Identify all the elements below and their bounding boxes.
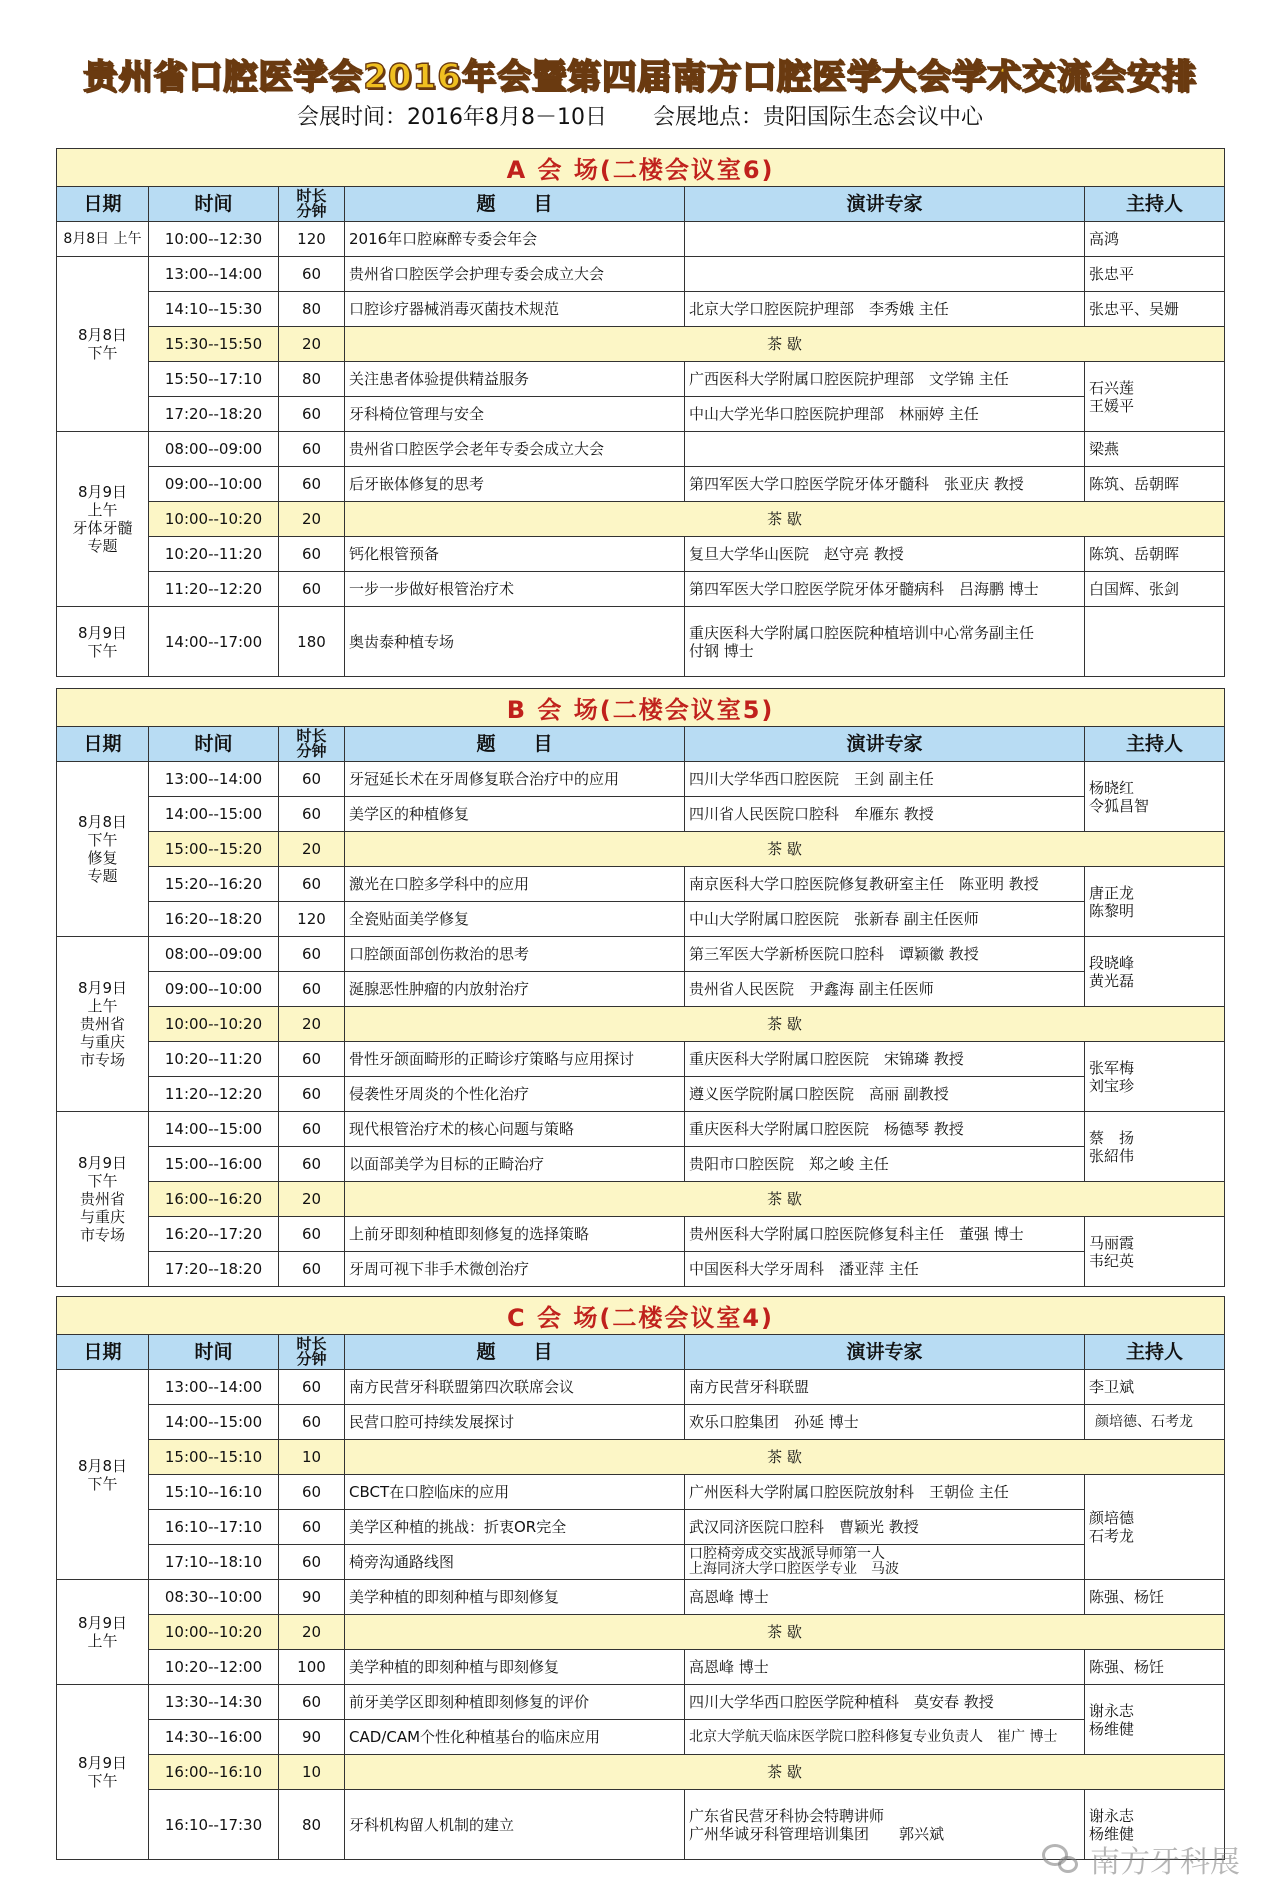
date-cell: 8月9日 下午	[57, 1685, 149, 1860]
break-row: 16:00--16:10 10 茶 歇	[57, 1755, 1225, 1790]
table-row: 10:20--11:20 60 钙化根管预备 复旦大学华山医院 赵守亮 教授 陈筑、岳朝晖	[57, 537, 1225, 572]
tea-break: 茶 歇	[345, 1182, 1225, 1217]
tea-break: 茶 歇	[345, 832, 1225, 867]
table-row: 16:10--17:10 60 美学区种植的挑战：折衷OR完全 武汉同济医院口腔科 曹颖光 教授	[57, 1510, 1225, 1545]
table-row: 17:20--18:20 60 牙科椅位管理与安全 中山大学光华口腔医院护理部 林丽婷 主任	[57, 397, 1225, 432]
table-row: 16:20--17:20 60 上前牙即刻种植即刻修复的选择策略 贵州医科大学附属口腔医院修复科主任 董强 博士 马丽霞 韦纪英	[57, 1217, 1225, 1252]
table-row: 8月9日 上午 贵州省 与重庆 市专场 08:00--09:00 60 口腔颌面部创伤救治的思考 第三军医大学新桥医院口腔科 谭颖徽 教授 段晓峰 黄光磊	[57, 937, 1225, 972]
table-row: 8月8日 下午 修复 专题 13:00--14:00 60 牙冠延长术在牙周修复联合治疗中的应用 四川大学华西口腔医院 王剑 副主任 杨晓红 令狐昌智	[57, 762, 1225, 797]
table-row: 8月8日 下午 13:00--14:00 60 贵州省口腔医学会护理专委会成立大会 张忠平	[57, 257, 1225, 292]
break-row: 15:00--15:20 20 茶 歇	[57, 832, 1225, 867]
tea-break: 茶 歇	[345, 327, 1225, 362]
table-row: 10:20--11:20 60 骨性牙颌面畸形的正畸诊疗策略与应用探讨 重庆医科大学附属口腔医院 宋锦璘 教授 张军梅 刘宝珍	[57, 1042, 1225, 1077]
break-row: 10:00--10:20 20 茶 歇	[57, 1007, 1225, 1042]
date-cell: 8月9日 下午	[57, 607, 149, 677]
tea-break: 茶 歇	[345, 1615, 1225, 1650]
table-row: 8月8日 下午 13:00--14:00 60 南方民营牙科联盟第四次联席会议 南方民营牙科联盟 李卫斌	[57, 1370, 1225, 1405]
table-row: 8月9日 下午 13:30--14:30 60 前牙美学区即刻种植即刻修复的评价 四川大学华西口腔医学院种植科 莫安春 教授 谢永志 杨维健	[57, 1685, 1225, 1720]
venue-a-title: A 会 场(二楼会议室6)	[57, 149, 1225, 187]
venue-c-table	[56, 1296, 1225, 1860]
venue-b-table	[56, 688, 1225, 1287]
tea-break: 茶 歇	[345, 502, 1225, 537]
table-row: 14:30--16:00 90 CAD/CAM个性化种植基台的临床应用 北京大学航天临床医学院口腔科修复专业负责人 崔广 博士	[57, 1720, 1225, 1755]
date-cell: 8月9日 上午 贵州省 与重庆 市专场	[57, 937, 149, 1112]
header-date: 日期	[57, 187, 149, 222]
table-row: 15:10--16:10 60 CBCT在口腔临床的应用 广州医科大学附属口腔医院放射科 王朝俭 主任 颜培德 石考龙	[57, 1475, 1225, 1510]
event-place: 会展地点：贵阳国际生态会议中心	[652, 105, 983, 130]
table-row: 16:20--18:20 120 全瓷贴面美学修复 中山大学附属口腔医院 张新春 副主任医师	[57, 902, 1225, 937]
header-host: 主持人	[1085, 187, 1225, 222]
break-row: 10:00--10:20 20 茶 歇	[57, 1615, 1225, 1650]
table-row: 8月9日 下午 贵州省 与重庆 市专场 14:00--15:00 60 现代根管治疗术的核心问题与策略 重庆医科大学附属口腔医院 杨德琴 教授 蔡 扬 张紹伟	[57, 1112, 1225, 1147]
watermark	[1042, 1837, 1240, 1881]
page-subtitle	[0, 103, 1280, 143]
table-row: 17:20--18:20 60 牙周可视下非手术微创治疗 中国医科大学牙周科 潘亚萍 主任	[57, 1252, 1225, 1287]
header-time: 时间	[149, 187, 279, 222]
date-cell: 8月8日 上午	[57, 222, 149, 257]
venue-c-title: C 会 场(二楼会议室4)	[57, 1297, 1225, 1335]
header-duration: 时长 分钟	[279, 187, 345, 222]
date-cell: 8月8日 下午	[57, 257, 149, 432]
table-row: 09:00--10:00 60 后牙嵌体修复的思考 第四军医大学口腔医学院牙体牙髓科 张亚庆 教授 陈筑、岳朝晖	[57, 467, 1225, 502]
table-row: 09:00--10:00 60 涎腺恶性肿瘤的内放射治疗 贵州省人民医院 尹鑫海 副主任医师	[57, 972, 1225, 1007]
table-row: 8月9日 上午 牙体牙髓 专题 08:00--09:00 60 贵州省口腔医学会老年专委会成立大会 梁燕	[57, 432, 1225, 467]
header-row: 日期 时间 时长 分钟 题 目 演讲专家 主持人	[57, 727, 1225, 762]
date-cell: 8月8日 下午 修复 专题	[57, 762, 149, 937]
tea-break: 茶 歇	[345, 1007, 1225, 1042]
event-time: 会展时间：2016年8月8－10日	[297, 105, 607, 130]
watermark-text: 南方牙科展	[1090, 1845, 1240, 1880]
table-row: 16:10--17:30 80 牙科机构留人机制的建立 广东省民营牙科协会特聘讲师 广州华诚牙科管理培训集团 郭兴斌 谢永志 杨维健	[57, 1790, 1225, 1860]
break-row: 10:00--10:20 20 茶 歇	[57, 502, 1225, 537]
date-cell: 8月9日 上午 牙体牙髓 专题	[57, 432, 149, 607]
table-row: 14:00--15:00 60 美学区的种植修复 四川省人民医院口腔科 牟雁东 教授	[57, 797, 1225, 832]
table-row: 11:20--12:20 60 一步一步做好根管治疗术 第四军医大学口腔医学院牙体牙髓病科 吕海鹏 博士 白国辉、张剑	[57, 572, 1225, 607]
table-row: 14:00--15:00 60 民营口腔可持续发展探讨 欢乐口腔集团 孙延 博士 颜培德、石考龙	[57, 1405, 1225, 1440]
header-row	[57, 187, 1225, 222]
break-row: 16:00--16:20 20 茶 歇	[57, 1182, 1225, 1217]
date-cell: 8月9日 下午 贵州省 与重庆 市专场	[57, 1112, 149, 1287]
break-row: 15:00--15:10 10 茶 歇	[57, 1440, 1225, 1475]
tea-break: 茶 歇	[345, 1755, 1225, 1790]
table-row: 8月9日 上午 08:30--10:00 90 美学种植的即刻种植与即刻修复 高恩峰 博士 陈强、杨饪	[57, 1580, 1225, 1615]
date-cell: 8月9日 上午	[57, 1580, 149, 1685]
tea-break: 茶 歇	[345, 1440, 1225, 1475]
venue-b-title: B 会 场(二楼会议室5)	[57, 689, 1225, 727]
table-row: 8月9日 下午 14:00--17:00 180 奥齿泰种植专场 重庆医科大学附属口腔医院种植培训中心常务副主任 付钢 博士	[57, 607, 1225, 677]
wechat-icon	[1042, 1842, 1082, 1876]
table-row: 15:20--16:20 60 激光在口腔多学科中的应用 南京医科大学口腔医院修复教研室主任 陈亚明 教授 唐正龙 陈黎明	[57, 867, 1225, 902]
header-row: 日期 时间 时长 分钟 题 目 演讲专家 主持人	[57, 1335, 1225, 1370]
header-topic: 题 目	[345, 187, 685, 222]
table-row: 8月8日 上午 10:00--12:30 120 2016年口腔麻醉专委会年会 高鸿	[57, 222, 1225, 257]
page-title: 贵州省口腔医学会2016年会暨第四届南方口腔医学大会学术交流会安排	[83, 57, 1197, 97]
table-row: 10:20--12:00 100 美学种植的即刻种植与即刻修复 高恩峰 博士 陈强、杨饪	[57, 1650, 1225, 1685]
table-row: 15:50--17:10 80 关注患者体验提供精益服务 广西医科大学附属口腔医院护理部 文学锦 主任 石兴莲 王媛平	[57, 362, 1225, 397]
venue-a-table	[56, 148, 1225, 677]
table-row: 15:00--16:00 60 以面部美学为目标的正畸治疗 贵阳市口腔医院 郑之峻 主任	[57, 1147, 1225, 1182]
table-row: 14:10--15:30 80 口腔诊疗器械消毒灭菌技术规范 北京大学口腔医院护理部 李秀娥 主任 张忠平、吴姗	[57, 292, 1225, 327]
header-speaker: 演讲专家	[685, 187, 1085, 222]
table-row: 11:20--12:20 60 侵袭性牙周炎的个性化治疗 遵义医学院附属口腔医院 高丽 副教授	[57, 1077, 1225, 1112]
table-row: 17:10--18:10 60 椅旁沟通路线图 口腔椅旁成交实战派导师第一人 上海同济大学口腔医学专业 马波	[57, 1545, 1225, 1580]
date-cell: 8月8日 下午	[57, 1370, 149, 1580]
break-row: 15:30--15:50 20 茶 歇	[57, 327, 1225, 362]
